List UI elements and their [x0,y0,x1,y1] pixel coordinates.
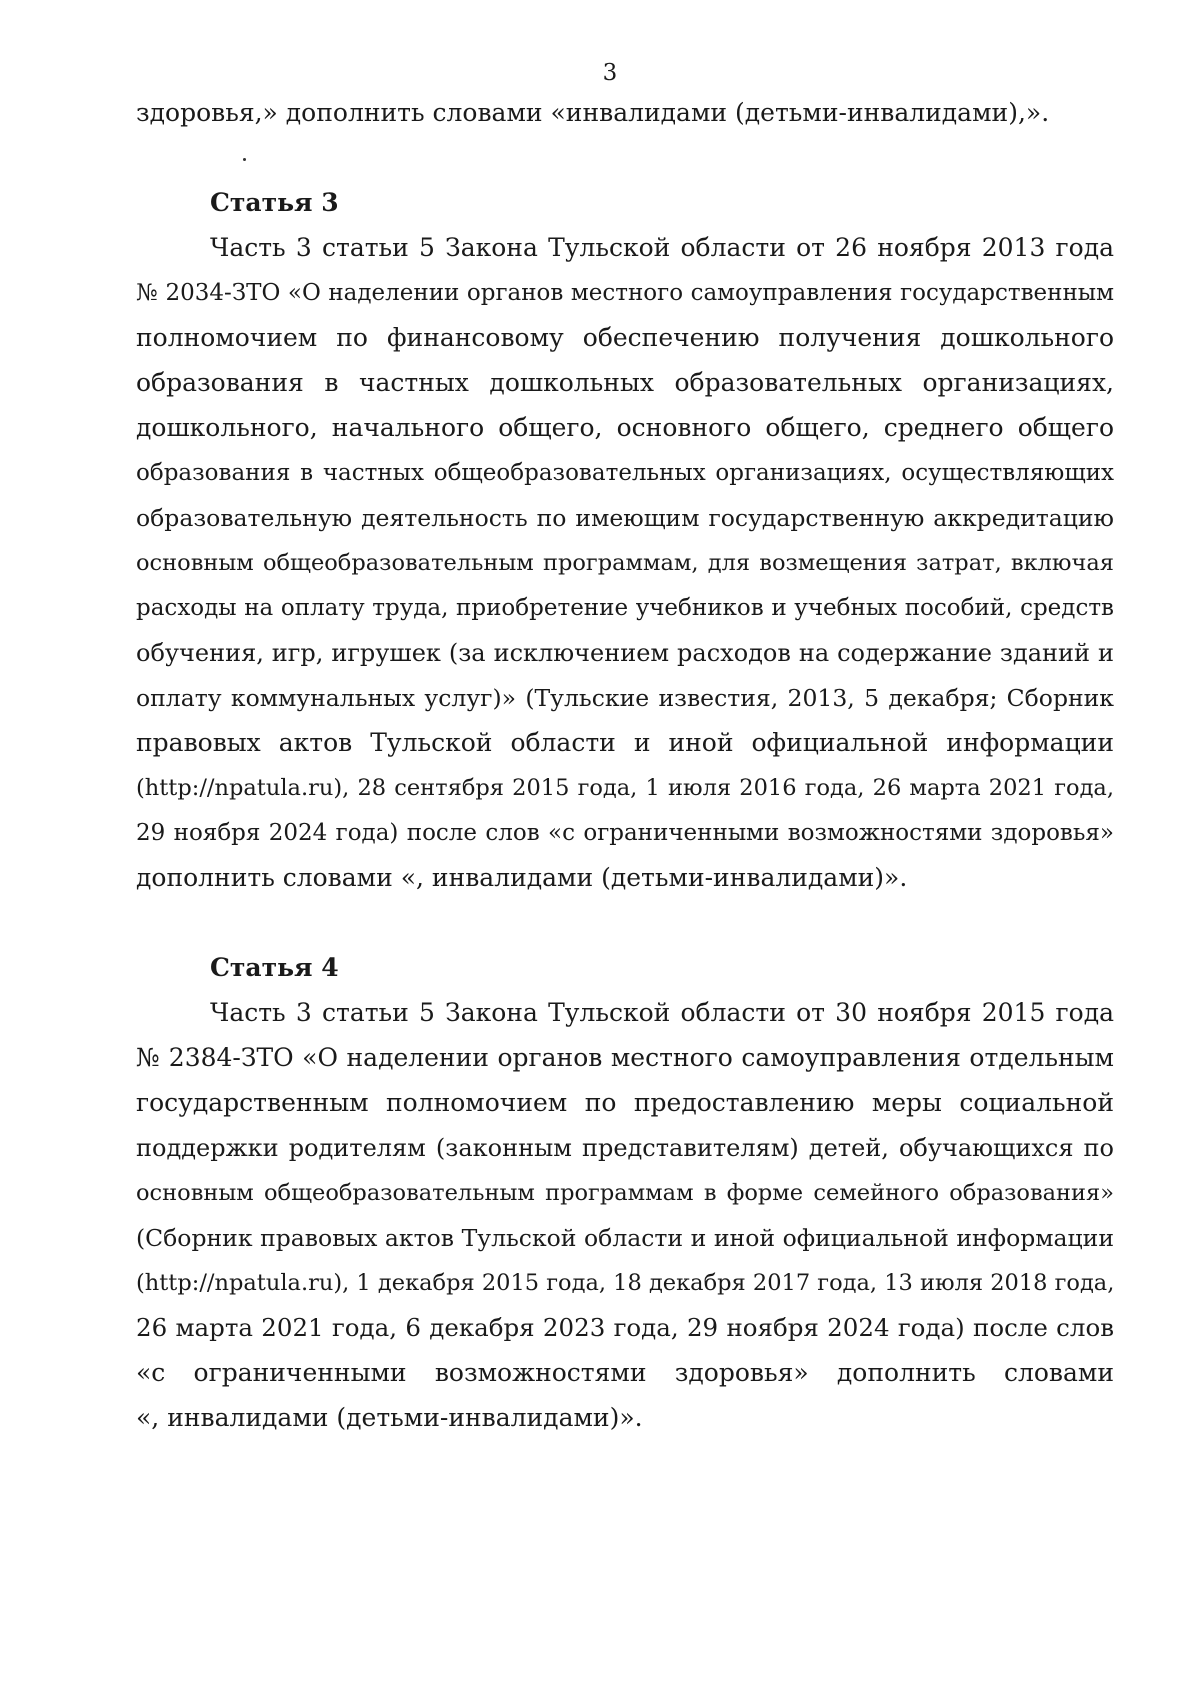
article-3-line: (http://npatula.ru), 28 сентября 2015 года, 1 июля 2016 года, 26 марта 2021 года, [136,775,1114,801]
article-4-heading: Статья 4 [210,953,339,982]
article-4-line: «с ограниченными возможностями здоровья» дополнить словами [136,1358,1114,1387]
article-4-line: № 2384-ЗТО «О наделении органов местного самоуправления отдельным [136,1043,1114,1072]
article-3-line: образовательную деятельность по имеющим государственную аккредитацию [136,504,1114,532]
article-3-line: обучения, игр, игрушек (за исключением расходов на содержание зданий и [136,639,1114,667]
page-number: 3 [602,60,618,86]
article-3-line: правовых актов Тульской области и иной официальной информации [136,728,1114,757]
article-4-line: 26 марта 2021 года, 6 декабря 2023 года, 29 ноября 2024 года) после слов [136,1313,1114,1342]
article-3-line: дополнить словами «, инвалидами (детьми-инвалидами)». [136,863,908,892]
article-4-line: (Сборник правовых актов Тульской области и иной официальной информации [136,1224,1114,1252]
article-3-line: Часть 3 статьи 5 Закона Тульской области от 26 ноября 2013 года [210,233,1114,262]
article-3-line: образования в частных общеобразовательных организациях, осуществляющих [136,460,1114,486]
article-3-line: расходы на оплату труда, приобретение учебников и учебных пособий, средств [136,595,1114,621]
article-3-line: № 2034-ЗТО «О наделении органов местного самоуправления государственным [136,280,1114,306]
article-4-line: основным общеобразовательным программам в форме семейного образования» [136,1180,1114,1206]
intro-line: здоровья,» дополнить словами «инвалидами (детьми-инвалидами),». [136,98,1050,127]
article-4-line: «, инвалидами (детьми-инвалидами)». [136,1403,643,1432]
article-3-line: 29 ноября 2024 года) после слов «с ограниченными возможностями здоровья» [136,820,1114,846]
article-3-line: дошкольного, начального общего, основного общего, среднего общего [136,413,1114,442]
article-3-line: полномочием по финансовому обеспечению получения дошкольного [136,323,1114,352]
article-4-line: поддержки родителям (законным представителям) детей, обучающихся по [136,1134,1114,1162]
article-3-line: основным общеобразовательным программам, для возмещения затрат, включая [136,550,1114,576]
article-4-line: Часть 3 статьи 5 Закона Тульской области от 30 ноября 2015 года [210,998,1114,1027]
article-3-heading: Статья 3 [210,188,339,217]
article-3-line: оплату коммунальных услуг)» (Тульские известия, 2013, 5 декабря; Сборник [136,684,1114,712]
stray-mark [243,158,246,161]
article-3-line: образования в частных дошкольных образовательных организациях, [136,368,1114,397]
article-4-line: государственным полномочием по предоставлению меры социальной [136,1088,1114,1117]
article-4-line: (http://npatula.ru), 1 декабря 2015 года, 18 декабря 2017 года, 13 июля 2018 года, [136,1270,1115,1296]
